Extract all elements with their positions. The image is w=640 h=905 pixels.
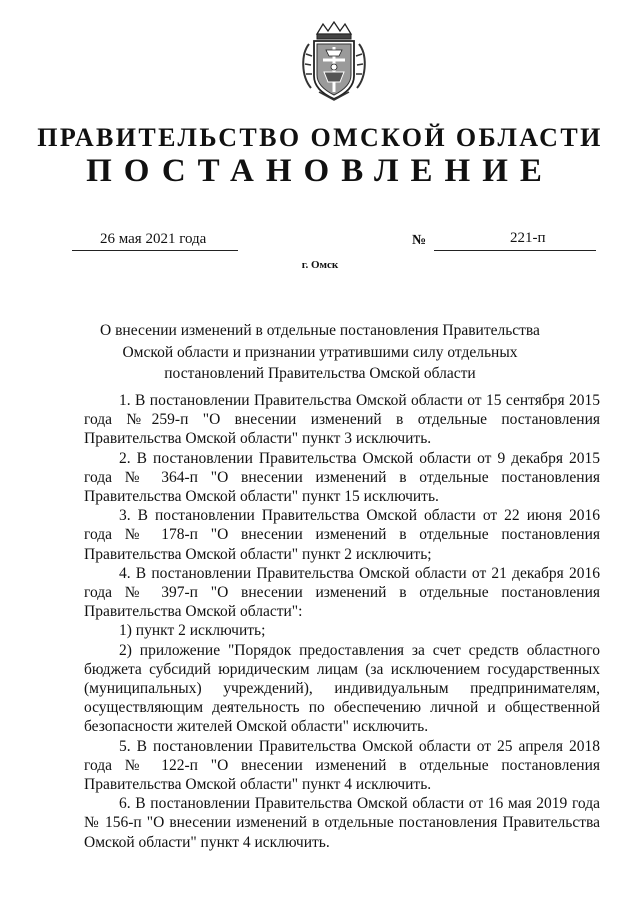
- document-type: ПОСТАНОВЛЕНИЕ: [86, 153, 554, 189]
- omsk-region-coat-of-arms-icon: [297, 20, 371, 102]
- document-subject: О внесении изменений в отдельные постановления Правительства Омской области и признании утратившими силу отдельных постановлений Правительства Омской области: [100, 322, 540, 382]
- paragraph-5: 5. В постановлении Правительства Омской области от 25 апреля 2018 года № 122-п "О внесении изменений в отдельные постановления Правительства Омской области" пункт 4 исключить.: [84, 737, 600, 794]
- paragraph-1: 1. В постановлении Правительства Омской области от 15 сентября 2015 года №259-п "О внесении изменений в отдельные постановления Правительства Омской области" пункт 3 исключить.: [84, 392, 600, 448]
- document-body: [84, 391, 600, 852]
- number-underline: [434, 250, 596, 251]
- government-name: ПРАВИТЕЛЬСТВО ОМСКОЙ ОБЛАСТИ: [37, 123, 603, 152]
- paragraph-4-2: 2) приложение "Порядок предоставления за счет средств областного бюджета субсидий юридическим лицам (за исключением государственных (муниципальных) учреждений), индивидуальным предпринимателям, осуществляющим деятельность по обеспечению личной и общественной безопасности жителей Омской области" исключить.: [84, 641, 600, 736]
- document-date: 26 мая 2021 года: [100, 231, 207, 247]
- paragraph-4-1: 1) пункт 2 исключить;: [119, 622, 266, 640]
- paragraph-4: 4. В постановлении Правительства Омской области от 21 декабря 2016 года № 397-п "О внесении изменений в отдельные постановления Правительства Омской области":: [84, 564, 600, 621]
- city: г. Омск: [301, 259, 339, 271]
- paragraph-3: 3. В постановлении Правительства Омской области от 22 июня 2016 года № 178-п "О внесении изменений в отдельные постановления Правительства Омской области" пункт 2 исключить;: [84, 507, 600, 563]
- date-underline: [72, 250, 238, 251]
- paragraph-6: 6. В постановлении Правительства Омской области от 16 мая 2019 года № 156-п "О внесении изменений в отдельные постановления Правительства Омской области" пункт 4 исключить.: [84, 795, 600, 851]
- number-sign: №: [412, 233, 427, 248]
- paragraph-2: 2. В постановлении Правительства Омской области от 9 декабря 2015 года № 364-п "О внесении изменений в отдельные постановления Правительства Омской области" пункт 15 исключить.: [84, 449, 600, 506]
- document-number: 221-п: [510, 230, 546, 246]
